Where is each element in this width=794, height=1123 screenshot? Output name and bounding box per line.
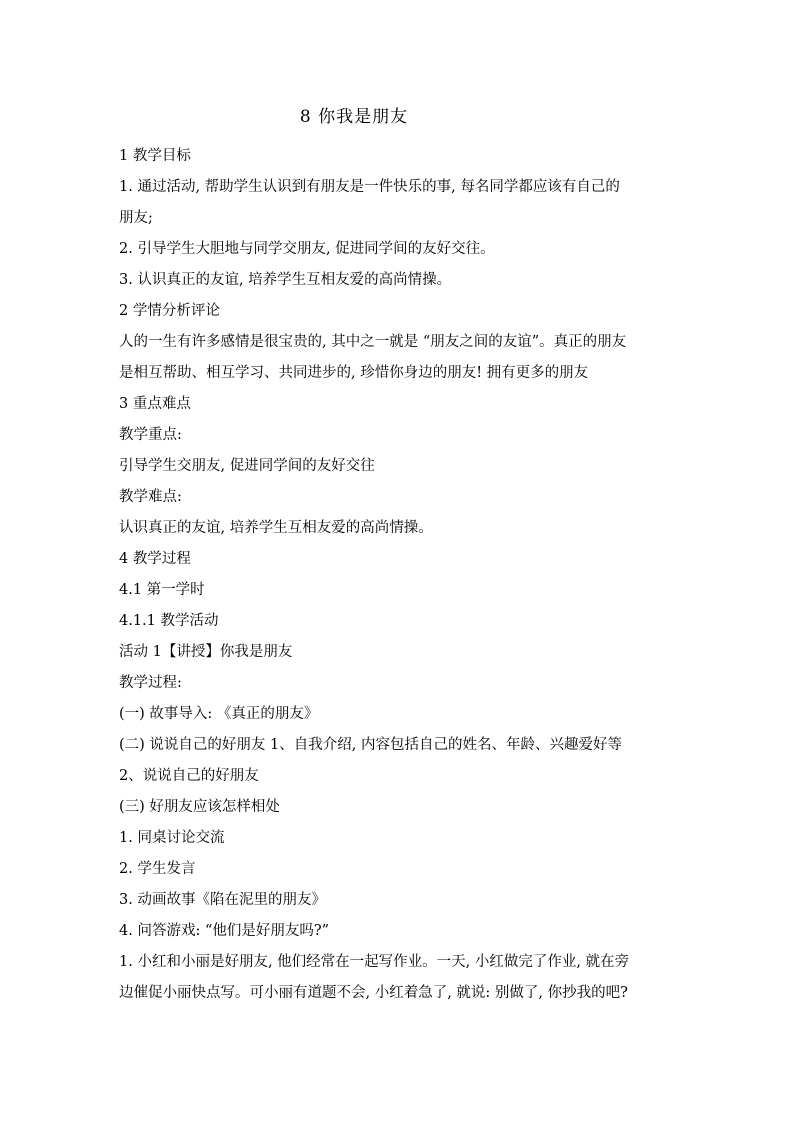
- step-3-item-1: 1. 同桌讨论交流: [119, 830, 225, 846]
- step-3-item-2: 2. 学生发言: [119, 861, 196, 877]
- step-3-item-4: 4. 问答游戏: “他们是好朋友吗?”: [119, 923, 330, 939]
- analysis-line-1: 人的一生有许多感情是很宝贵的, 其中之一就是 “朋友之间的友谊”。真正的朋友: [119, 334, 627, 350]
- heading-teaching-process: 4 教学过程: [119, 551, 191, 567]
- analysis-line-2: 是相互帮助、相互学习、共同进步的, 珍惜你身边的朋友! 拥有更多的朋友: [119, 365, 589, 381]
- goal-3: 3. 认识真正的友谊, 培养学生互相友爱的高尚情操。: [119, 272, 452, 288]
- step-1: (一) 故事导入: 《真正的朋友》: [119, 706, 319, 722]
- heading-student-analysis: 2 学情分析评论: [119, 303, 220, 319]
- step-2: (二) 说说自己的好朋友 1、自我介绍, 内容包括自己的姓名、年龄、兴趣爱好等: [119, 737, 622, 753]
- process-label: 教学过程:: [119, 675, 182, 691]
- difficulty-label: 教学难点:: [119, 489, 182, 505]
- activity-1-title: 活动 1【讲授】你我是朋友: [119, 644, 293, 660]
- goal-2: 2. 引导学生大胆地与同学交朋友, 促进同学间的友好交往。: [119, 241, 495, 257]
- subheading-activities: 4.1.1 教学活动: [119, 613, 219, 629]
- step-3-item-3: 3. 动画故事《陷在泥里的朋友》: [119, 892, 326, 908]
- subheading-first-lesson: 4.1 第一学时: [119, 582, 205, 598]
- quiz-item-1-line-2: 边催促小丽快点写。可小丽有道题不会, 小红着急了, 就说: 别做了, 你抄我的吧?: [119, 985, 628, 1001]
- goal-1-line-2: 朋友;: [119, 210, 153, 226]
- difficulty-text: 认识真正的友谊, 培养学生互相友爱的高尚情操。: [119, 520, 433, 536]
- heading-teaching-goals: 1 教学目标: [119, 148, 191, 164]
- key-point-text: 引导学生交朋友, 促进同学间的友好交往: [119, 458, 375, 474]
- step-2-sub: 2、说说自己的好朋友: [119, 768, 259, 784]
- goal-1-line-1: 1. 通过活动, 帮助学生认识到有朋友是一件快乐的事, 每名同学都应该有自己的: [119, 179, 620, 195]
- quiz-item-1-line-1: 1. 小红和小丽是好朋友, 他们经常在一起写作业。一天, 小红做完了作业, 就在旁: [119, 954, 630, 970]
- key-point-label: 教学重点:: [119, 427, 182, 443]
- document-body: [119, 141, 679, 1009]
- heading-key-points: 3 重点难点: [119, 396, 191, 412]
- step-3: (三) 好朋友应该怎样相处: [119, 799, 280, 815]
- document-title: 8 你我是朋友: [299, 107, 409, 127]
